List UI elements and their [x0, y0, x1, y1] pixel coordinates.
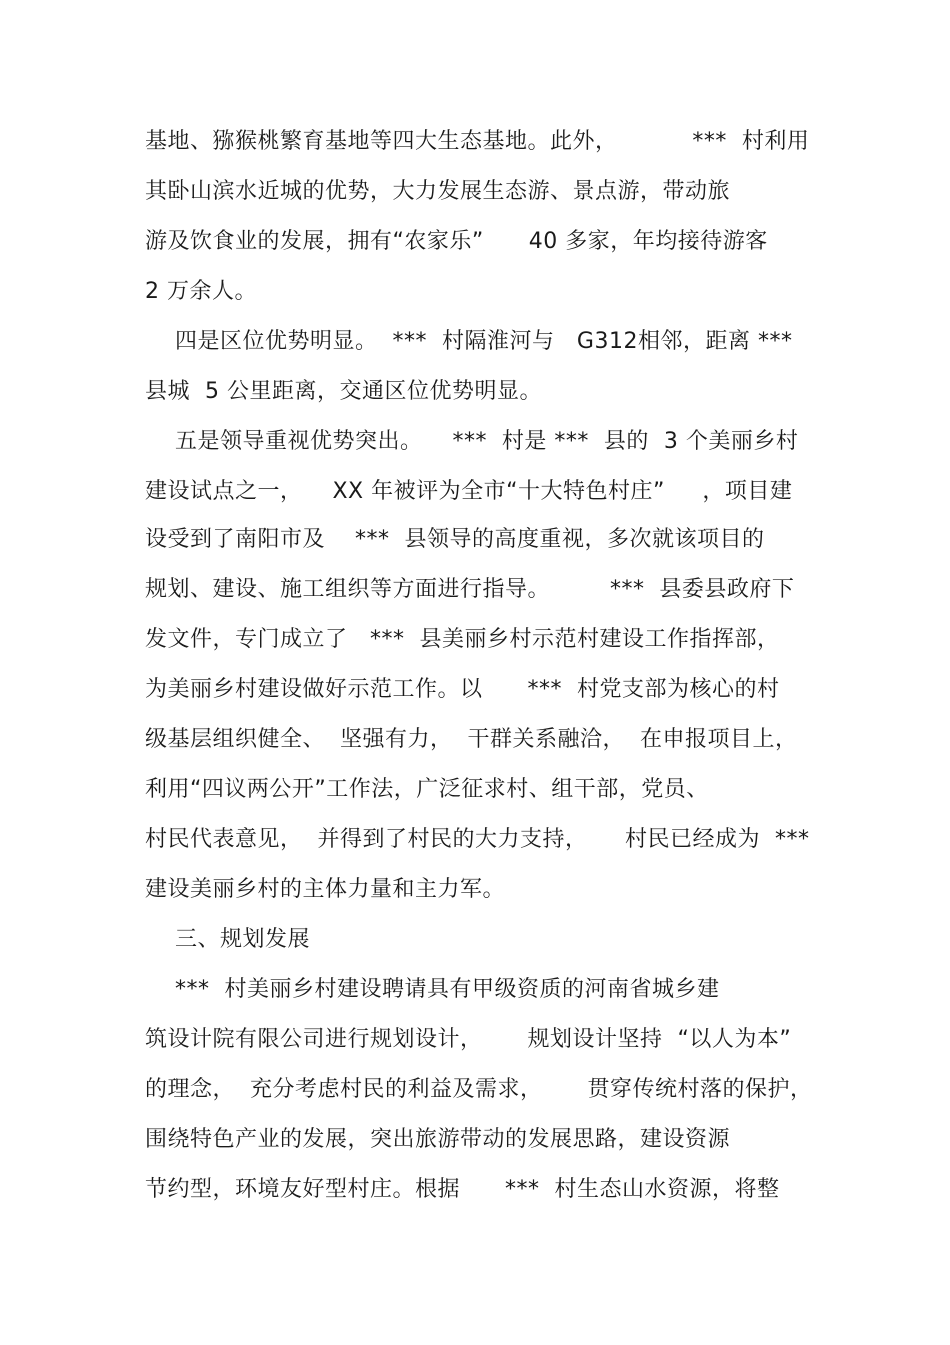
text-line: 建设美丽乡村的主体力量和主力军。	[145, 877, 506, 902]
section-heading: 三、规划发展	[145, 927, 310, 952]
text-line: 设受到了南阳市及 *** 县领导的高度重视，多次就该项目的	[145, 527, 765, 552]
text-line: 村民代表意见， 并得到了村民的大力支持， 村民已经成为 ***	[145, 827, 810, 852]
text-line: 四是区位优势明显。 *** 村隔淮河与 G312相邻，距离 ***	[145, 329, 793, 354]
text-line: 基地、猕猴桃繁育基地等四大生态基地。此外， *** 村利用	[145, 129, 810, 154]
text-line: 县城 5 公里距离，交通区位优势明显。	[145, 379, 542, 404]
text-line: 筑设计院有限公司进行规划设计， 规划设计坚持 “以人为本”	[145, 1027, 792, 1052]
text-line: 围绕特色产业的发展，突出旅游带动的发展思路，建设资源	[145, 1127, 731, 1152]
text-line: 节约型，环境友好型村庄。根据 *** 村生态山水资源，将整	[145, 1177, 780, 1202]
text-line: 其卧山滨水近城的优势，大力发展生态游、景点游，带动旅	[145, 179, 731, 204]
text-line: 利用“四议两公开”工作法，广泛征求村、组干部，党员、	[145, 777, 709, 802]
text-line: 规划、建设、施工组织等方面进行指导。 *** 县委县政府下	[145, 577, 795, 602]
text-line: 五是领导重视优势突出。 *** 村是 *** 县的 3 个美丽乡村	[145, 429, 799, 454]
text-line: 2 万余人。	[145, 279, 257, 304]
text-line: *** 村美丽乡村建设聘请具有甲级资质的河南省城乡建	[145, 977, 720, 1002]
text-line: 的理念， 充分考虑村民的利益及需求， 贯穿传统村落的保护，	[145, 1077, 813, 1102]
text-line: 发文件，专门成立了 *** 县美丽乡村示范村建设工作指挥部，	[145, 627, 780, 652]
text-line: 级基层组织健全、 坚强有力， 干群关系融洽， 在申报项目上，	[145, 727, 798, 752]
text-line: 建设试点之一， XX 年被评为全市“十大特色村庄” ，项目建	[145, 479, 793, 504]
text-line: 游及饮食业的发展，拥有“农家乐” 40 多家，年均接待游客	[145, 229, 768, 254]
text-line: 为美丽乡村建设做好示范工作。以 *** 村党支部为核心的村	[145, 677, 780, 702]
